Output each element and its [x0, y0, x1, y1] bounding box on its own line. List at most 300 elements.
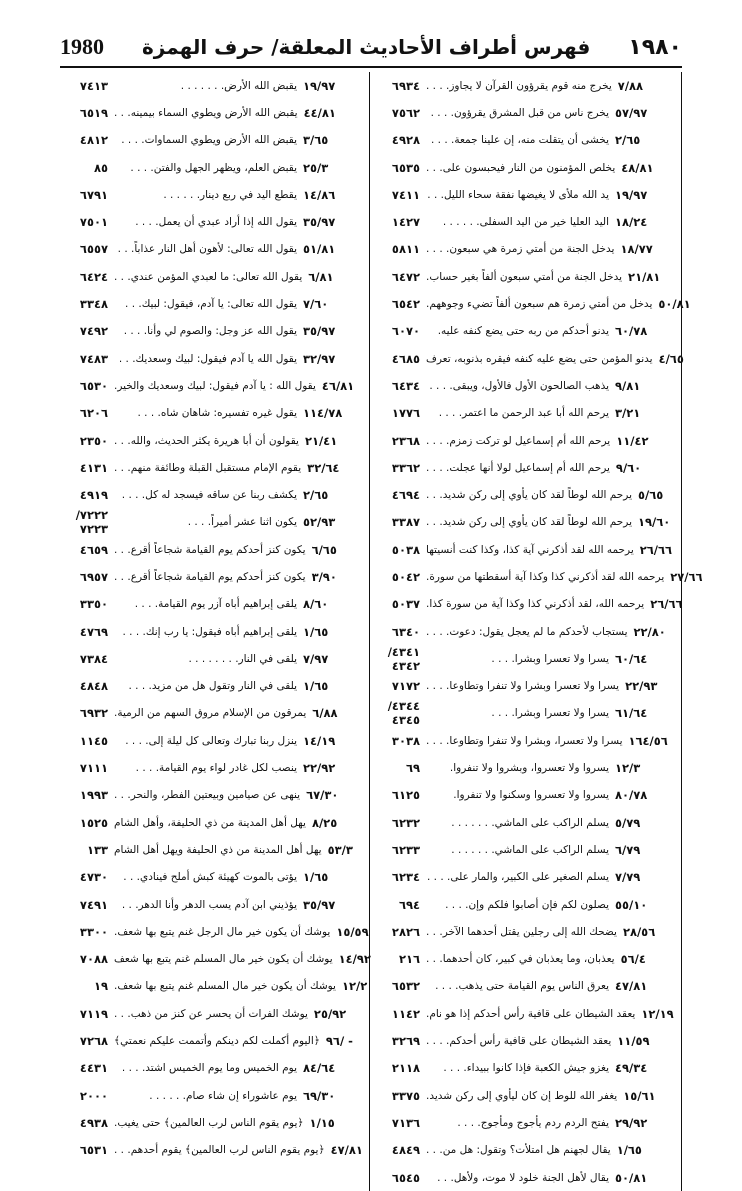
index-entry — [58, 72, 369, 99]
hadith-number: ٢١١٨ — [391, 1061, 420, 1076]
hadith-text: يرحم الله أم إسماعيل لولا أنها عجلت. . . . — [426, 461, 610, 474]
hadith-number: ٦٥٤٥ — [391, 1170, 420, 1185]
hadith-text: يعقد الشيطان على قافية رأس أحدكم. . . . — [426, 1035, 612, 1048]
hadith-reference: ٥١/٨١ — [303, 242, 336, 257]
hadith-number: ٤٩٣٨ — [79, 1115, 108, 1130]
hadith-reference: ٨/٢٥ — [311, 815, 338, 830]
hadith-number: ٢٨٢٦ — [391, 924, 420, 939]
hadith-reference: ٢٥/٣ — [303, 160, 329, 175]
hadith-number: ٧٤٨٣ — [79, 351, 108, 366]
hadith-text: يوشك أن يكون خير مال المسلم غنم يتبع بها شعف. — [114, 980, 336, 993]
hadith-text: يهل أهل المدينة من ذي الحليفة ويهل أهل الشام — [114, 843, 322, 856]
hadith-reference: ٧/٩٧ — [303, 651, 329, 666]
left-column — [58, 72, 370, 1191]
index-entry — [58, 509, 369, 536]
page-number-latin: 1980 — [60, 34, 104, 59]
hadith-number: ٦٢٣٣ — [391, 842, 420, 857]
hadith-text: يقبض الله الأرض. . . . . . . — [180, 79, 297, 92]
hadith-number: ٥٨١١ — [391, 242, 420, 257]
hadith-text: يقال لجهنم هل امتلأت؟ وتقول: هل من. . . — [426, 1144, 611, 1157]
hadith-text: يصلون لكم فإن أصابوا فلكم وإن. . . . — [445, 898, 609, 911]
hadith-reference: ٨/٦٠ — [303, 597, 329, 612]
hadith-reference: ٥٦/٤ — [620, 952, 646, 967]
hadith-text: يخرج منه قوم يقرؤون القرآن لا يجاوز. . . . — [426, 79, 612, 92]
hadith-number: ١٩ — [93, 979, 108, 994]
index-entry — [370, 700, 681, 727]
hadith-number: ٤٦٥٩ — [79, 542, 108, 557]
hadith-reference: ٣/٢١ — [615, 406, 641, 421]
hadith-text: يخلص المؤمنون من النار فيحبسون على. . . — [426, 161, 616, 174]
hadith-number: ٧٤١٣ — [79, 78, 108, 93]
hadith-number: ٣٣٨٧ — [391, 515, 420, 530]
hadith-text: يعقد الشيطان على قافية رأس أحدكم إذا هو نام. — [426, 1007, 636, 1020]
hadith-reference: ٦/٨١ — [308, 269, 334, 284]
hadith-number: ٢١٦ — [398, 952, 420, 967]
hadith-reference: ٥/٦٥ — [638, 488, 664, 503]
index-entry — [370, 918, 681, 945]
hadith-number: ٢٠٠٠ — [79, 1088, 108, 1103]
index-entry — [370, 481, 681, 508]
hadith-reference: ١٢/٢ — [341, 979, 368, 994]
hadith-text: يعذبان، وما يعذبان في كبير، كان أحدهما. . . — [426, 953, 615, 966]
hadith-text: يدنو المؤمن حتى يضع عليه كنفه فيقره بذنوبه، تعرف — [426, 352, 653, 365]
hadith-number: ٧١١١ — [79, 761, 108, 776]
hadith-number: ٦٠٧٠ — [391, 324, 420, 339]
hadith-number: ٤٩٢٨ — [391, 133, 420, 148]
hadith-text: يرحم الله لوطاً لقد كان يأوي إلى ركن شديد. . . — [426, 489, 633, 502]
hadith-number: ٣٣٧٥ — [391, 1088, 420, 1103]
hadith-number: ٦٣٤٠ — [391, 624, 420, 639]
hadith-text: يكشف ربنا عن ساقه فيسجد له كل. . . . — [121, 489, 297, 502]
index-entry — [370, 973, 681, 1000]
index-entry — [370, 946, 681, 973]
hadith-reference: ٥/٧٩ — [615, 815, 641, 830]
hadith-text: يسرا ولا تعسرا، وبشرا ولا تنفرا وتطاوعا. . . . — [426, 734, 623, 747]
hadith-number: ٤٣٤١/ ٤٣٤٢ — [387, 644, 420, 673]
index-entry — [370, 154, 681, 181]
hadith-text: يدخل من أمتي زمرة هم سبعون ألفاً تضيء وجوههم. — [426, 298, 653, 311]
hadith-reference: ٦٩/٣٠ — [303, 1088, 336, 1103]
hadith-number: ٧٤١١ — [391, 187, 420, 202]
hadith-reference: ٤٤/٨١ — [303, 105, 336, 120]
hadith-reference: ٦/٦٥ — [311, 542, 337, 557]
hadith-reference: ١/٦٥ — [303, 870, 329, 885]
index-entry — [370, 891, 681, 918]
hadith-text: يقول الله تعالى: ما لعبدي المؤمن عندي. . . — [114, 270, 303, 283]
index-entry — [370, 1137, 681, 1164]
hadith-text: يرحمه الله لقد أذكرني آية كذا، وكذا كنت أنسيتها — [426, 543, 634, 556]
hadith-text: يقبض الله الأرض ويطوي السماوات. . . . — [121, 134, 297, 147]
index-entry — [370, 318, 681, 345]
index-entry — [58, 591, 369, 618]
index-entry — [370, 236, 681, 263]
hadith-reference: ٤٨/٨١ — [621, 160, 654, 175]
hadith-reference: ٦/٧٩ — [615, 842, 641, 857]
header-rule — [60, 66, 682, 68]
index-entry — [370, 754, 681, 781]
hadith-text: يمرقون من الإسلام مروق السهم من الرمية. — [114, 707, 307, 720]
hadith-reference: ١١٤/٧٨ — [303, 406, 343, 421]
hadith-number: ٦٤٣٤ — [391, 378, 420, 393]
hadith-number: ٦٥٣٥ — [391, 160, 420, 175]
hadith-number: ٧٤٩٢ — [79, 324, 108, 339]
hadith-number: ٣٣٤٨ — [79, 297, 108, 312]
hadith-text: يرحم الله أبا عبد الرحمن ما اعتمر. . . . — [438, 407, 609, 420]
hadith-reference: ١٢/٣ — [615, 761, 641, 776]
hadith-reference: ٦١/٦٤ — [615, 706, 648, 721]
hadith-reference: ١٩/٩٧ — [615, 187, 648, 202]
hadith-number: ٦٢٠٦ — [79, 406, 108, 421]
hadith-number: ٦٥٥٧ — [79, 242, 108, 257]
hadith-reference: ١٨/٢٤ — [615, 215, 648, 230]
hadith-number: ١٥٢٥ — [79, 815, 108, 830]
index-entry — [370, 645, 681, 672]
index-entry — [370, 618, 681, 645]
hadith-number: ٧٥٠١ — [79, 215, 108, 230]
hadith-reference: ٢/٦٥ — [303, 488, 329, 503]
hadith-reference: ١٥/٥٩ — [336, 924, 369, 939]
index-entry — [58, 809, 369, 836]
hadith-reference: ٥٣/٣ — [327, 842, 353, 857]
index-entry — [370, 1109, 681, 1136]
hadith-reference: ٧/٦٠ — [303, 297, 329, 312]
hadith-number: ٦٥٣١ — [79, 1143, 108, 1158]
hadith-reference: ١٩/٩٧ — [303, 78, 336, 93]
hadith-text: يذهب الصالحون الأول فالأول، ويبقى. . . . — [429, 379, 609, 392]
hadith-number: ٨٥ — [93, 160, 108, 175]
hadith-reference: ٢١/٤١ — [304, 433, 338, 448]
hadith-reference: ١٩/٦٠ — [638, 515, 671, 530]
index-entry — [58, 154, 369, 181]
hadith-text: يقول الله إذا أراد عبدي أن يعمل. . . . — [135, 216, 297, 229]
hadith-text: يفتح الردم ردم يأجوج ومأجوج. . . . — [457, 1116, 609, 1129]
hadith-number: ٤٨١٢ — [79, 133, 108, 148]
hadith-number: ٦٩٤ — [398, 897, 420, 912]
page-title: فهرس أطراف الأحاديث المعلقة/ حرف الهمزة — [141, 35, 591, 59]
hadith-text: يقولون أن أبا هريرة يكثر الحديث، والله. . . — [114, 434, 299, 447]
hadith-reference: ٥٧/٩٧ — [615, 105, 648, 120]
index-entry — [370, 372, 681, 399]
hadith-reference: ٢/٦٥ — [615, 133, 641, 148]
hadith-text: ينهى عن صيامين وبيعتين الفطر، والنحر. . . — [114, 789, 301, 802]
index-entry — [370, 864, 681, 891]
hadith-number: ٣٠٣٨ — [391, 733, 420, 748]
index-entry — [370, 427, 681, 454]
index-entry — [58, 345, 369, 372]
hadith-number: ٦٧٩١ — [79, 187, 108, 202]
hadith-text: يلقى إبراهيم أباه آزر يوم القيامة. . . . — [134, 598, 297, 611]
hadith-text: ينزل ربنا تبارك وتعالى كل ليلة إلى. . . . — [125, 734, 297, 747]
hadith-reference: ٢٥/٩٢ — [313, 1006, 347, 1021]
hadith-text: يسرا ولا تعسرا وبشرا ولا تنفرا وتطاوعا. . . . — [426, 680, 620, 693]
hadith-text: يرحمه الله لقد أذكرني كذا وكذا آية أسقطتها من سورة. — [426, 570, 665, 583]
hadith-reference: ٩/٨١ — [615, 378, 641, 393]
index-entry — [58, 563, 369, 590]
hadith-number: ١٤٢٧ — [391, 215, 420, 230]
hadith-text: يغزو جيش الكعبة فإذا كانوا ببيداء. . . . — [443, 1062, 609, 1075]
hadith-text: يسرا ولا تعسرا وبشرا. . . . — [491, 707, 609, 720]
hadith-reference: ٦/٨٨ — [312, 706, 338, 721]
hadith-reference: ١/٦٥ — [303, 679, 329, 694]
index-entry — [370, 591, 681, 618]
index-entry — [58, 973, 369, 1000]
index-entry — [58, 618, 369, 645]
index-entry — [58, 372, 369, 399]
index-entry — [58, 645, 369, 672]
hadith-number: ٢٣٦٨ — [391, 433, 420, 448]
index-entry — [58, 236, 369, 263]
hadith-reference: ٣/٩٠ — [311, 569, 337, 584]
hadith-text: ﴿يوم يقوم الناس لرب العالمين﴾ يقوم أحدهم. . . — [114, 1144, 325, 1157]
hadith-text: يقول الله تعالى: لأهون أهل النار عذاباً. . . — [117, 243, 297, 256]
hadith-text: يغفر الله للوط إن كان ليأوي إلى ركن شديد. — [426, 1089, 618, 1102]
hadith-number: ٧١١٩ — [79, 1006, 108, 1021]
index-entry — [58, 864, 369, 891]
hadith-text: يقوم الإمام مستقبل القبلة وطائفة منهم. . . — [114, 461, 302, 474]
index-entry — [58, 127, 369, 154]
hadith-text: يؤذيني ابن آدم يسب الدهر وأنا الدهر. . . — [121, 898, 297, 911]
index-entry — [58, 481, 369, 508]
hadith-number: ٦١٢٥ — [391, 788, 420, 803]
hadith-text: يسروا ولا تعسروا، وبشروا ولا تنفروا. — [449, 762, 609, 775]
hadith-number: ٧٢٢٢/ ٧٢٢٣ — [75, 508, 108, 537]
hadith-number: ٧٠٨٨ — [79, 952, 108, 967]
hadith-reference: ٥٠/٨١ — [615, 1170, 648, 1185]
hadith-number: ٦٥١٩ — [79, 105, 108, 120]
index-entry — [370, 1000, 681, 1027]
hadith-reference: ٤٩/٣٤ — [615, 1061, 648, 1076]
hadith-text: يعرق الناس يوم القيامة حتى يذهب. . . . — [435, 980, 609, 993]
hadith-reference: ٢٢/٩٣ — [625, 679, 658, 694]
hadith-reference: ٢٢/٨٠ — [633, 624, 666, 639]
hadith-number: ١٣٣ — [86, 842, 108, 857]
hadith-number: ٦٥٣٢ — [391, 979, 420, 994]
hadith-reference: ٣/٦٥ — [303, 133, 329, 148]
hadith-number: ٤٧٣٠ — [79, 870, 108, 885]
hadith-number: ٤٩١٩ — [79, 488, 108, 503]
hadith-number: ٤٨٤٩ — [391, 1143, 420, 1158]
hadith-number: ٤٨٤٨ — [79, 679, 108, 694]
right-column — [370, 72, 703, 1191]
hadith-reference: ١٤/٨٦ — [303, 187, 336, 202]
index-entry — [58, 918, 369, 945]
index-entry — [370, 509, 681, 536]
hadith-reference: ٨٠/٧٨ — [615, 788, 648, 803]
hadith-number: ٦٥٣٠ — [79, 378, 108, 393]
index-entry — [58, 673, 369, 700]
index-entry — [58, 318, 369, 345]
hadith-text: يوشك أن يكون خير مال المسلم غنم يتبع بها شعف — [114, 953, 333, 966]
hadith-text: يؤتى بالموت كهيئة كبش أملح فينادي. . . — [123, 871, 297, 884]
hadith-number: ٦٩ — [405, 761, 420, 776]
hadith-text: يكون كنز أحدكم يوم القيامة شجاعاً أقرع. . . — [114, 570, 306, 583]
hadith-text: يلقى في النار وتقول هل من مزيد. . . . — [128, 680, 297, 693]
index-entry — [370, 72, 681, 99]
hadith-text: يسرا ولا تعسرا وبشرا. . . . — [491, 652, 609, 665]
index-entry — [370, 127, 681, 154]
hadith-reference: ٣٥/٩٧ — [303, 215, 336, 230]
index-entry — [58, 427, 369, 454]
hadith-number: ٤٧٦٩ — [79, 624, 108, 639]
hadith-text: يسلم الصغير على الكبير، والمار على. . . . — [426, 871, 609, 884]
hadith-text: يرحمه الله، لقد أذكرني كذا وكذا آية من سورة كذا. — [426, 598, 645, 611]
hadith-text: يقبض الله الأرض ويطوي السماء بيمينه. . . — [114, 106, 298, 119]
index-entry — [58, 727, 369, 754]
index-entry — [58, 891, 369, 918]
hadith-text: يدخل الجنة من أمتي سبعون ألفاً بغير حساب. — [426, 270, 623, 283]
hadith-reference: ٥٢/٩٣ — [303, 515, 336, 530]
hadith-reference: ٥٠/٨١ — [658, 297, 691, 312]
hadith-text: يستجاب لأحدكم ما لم يعجل يقول: دعوت. . . . — [426, 625, 628, 638]
index-entry — [58, 536, 369, 563]
hadith-text: يكون اثنا عشر أميراً. . . . — [187, 516, 297, 529]
index-entry — [370, 345, 684, 372]
hadith-text: يكون كنز أحدكم يوم القيامة شجاعاً أقرع. . . — [114, 543, 306, 556]
hadith-text: يوم عاشوراء إن شاء صام. . . . . . — [149, 1089, 297, 1102]
hadith-text: يقول الله يا آدم فيقول: لبيك وسعديك. . . — [118, 352, 297, 365]
hadith-text: يسلم الراكب على الماشي. . . . . . . — [451, 843, 609, 856]
hadith-reference: ١٢/١٩ — [641, 1006, 674, 1021]
hadith-number: ٢٣٥٠ — [79, 433, 108, 448]
hadith-reference: ٤٧/٨١ — [330, 1143, 363, 1158]
index-entry — [370, 454, 681, 481]
hadith-number: ٧٤٩١ — [79, 897, 108, 912]
index-entry — [58, 1082, 369, 1109]
hadith-number: ٤٤٣١ — [79, 1061, 108, 1076]
index-entry — [370, 1164, 681, 1191]
hadith-number: ٥٠٣٨ — [391, 542, 420, 557]
index-entry — [58, 782, 369, 809]
hadith-reference: ٢١/٨١ — [628, 269, 661, 284]
hadith-text: يدنو أحدكم من ربه حتى يضع كنفه عليه. — [437, 325, 609, 338]
hadith-text: يوم الخميس وما يوم الخميس اشتد. . . . — [121, 1062, 297, 1075]
index-entry — [58, 454, 369, 481]
hadith-text: يقول الله عز وجل: والصوم لي وأنا. . . . — [123, 325, 297, 338]
index-entry — [58, 208, 369, 235]
hadith-number: ٦٢٣٢ — [391, 815, 420, 830]
hadith-text: يرحم الله أم إسماعيل لو تركت زمزم. . . . — [426, 434, 611, 447]
hadith-reference: ٣٥/٩٧ — [303, 897, 336, 912]
index-entry — [370, 1055, 681, 1082]
hadith-text: يوشك الفرات أن يحسر عن كنز من ذهب. . . — [114, 1007, 308, 1020]
hadith-reference: ٢٦/٦٦ — [650, 597, 683, 612]
hadith-reference: ١١/٤٢ — [616, 433, 649, 448]
hadith-reference: ٢٩/٩٢ — [615, 1115, 648, 1130]
hadith-reference: ٢٢/٩٢ — [303, 761, 336, 776]
hadith-reference: ١/١٥ — [309, 1115, 335, 1130]
index-entry — [58, 1000, 369, 1027]
hadith-reference: ٤/٦٥ — [658, 351, 684, 366]
hadith-number: ٣٢٦٩ — [391, 1034, 420, 1049]
hadith-text: يوشك أن يكون خير مال الرجل غنم يتبع بها شعف. — [114, 925, 331, 938]
hadith-number: ٤٦٩٤ — [391, 488, 420, 503]
hadith-reference: ١٤/٩٢ — [338, 952, 371, 967]
hadith-number: ٧١٧٢ — [391, 679, 420, 694]
index-entry — [370, 1027, 681, 1054]
hadith-text: ﴿يوم يقوم الناس لرب العالمين﴾ حتى يغيب. — [114, 1116, 304, 1129]
hadith-text: يخرج ناس من قبل المشرق يقرؤون. . . . — [430, 106, 609, 119]
index-entry — [370, 782, 681, 809]
hadith-number: ١٩٩٣ — [79, 788, 108, 803]
index-entry — [370, 290, 691, 317]
index-entry — [58, 99, 369, 126]
index-entry — [370, 1082, 681, 1109]
hadith-number: ٧٢٦٨ — [79, 1034, 108, 1049]
hadith-number: ٥٠٣٧ — [391, 597, 420, 612]
index-entry — [370, 181, 681, 208]
hadith-reference: ٧/٨٨ — [617, 78, 644, 93]
index-entry — [370, 400, 681, 427]
hadith-number: ٣٣٠٠ — [79, 924, 108, 939]
hadith-number: ٤١٣١ — [79, 460, 108, 475]
hadith-reference: ١٤/١٩ — [303, 733, 336, 748]
hadith-text: يقول غيره تفسيره: شاهان شاه. . . . — [137, 407, 297, 420]
index-columns — [60, 72, 703, 1191]
index-entry — [58, 946, 369, 973]
hadith-text: يسلم الراكب على الماشي. . . . . . . — [451, 816, 609, 829]
page-header — [60, 30, 682, 64]
hadith-text: يهل أهل المدينة من ذي الحليفة، وأهل الشام — [114, 816, 306, 829]
index-entry — [58, 1109, 369, 1136]
hadith-number: ٦٤٢٤ — [79, 269, 108, 284]
index-entry — [58, 181, 369, 208]
hadith-text: يلقى إبراهيم أباه فيقول: يا رب إنك. . . . — [122, 625, 297, 638]
hadith-text: يدخل الجنة من أمتي زمرة هي سبعون. . . . — [426, 243, 615, 256]
hadith-number: ١١٤٢ — [391, 1006, 420, 1021]
hadith-reference: ١١/٥٩ — [617, 1034, 650, 1049]
index-entry — [370, 727, 681, 754]
hadith-text: يقول الله : يا آدم فيقول: لبيك وسعديك والخير. — [114, 379, 316, 392]
index-entry — [370, 836, 681, 863]
hadith-text: ﴿اليوم أكملت لكم دينكم وأتممت عليكم نعمتي﴾ — [114, 1035, 320, 1048]
hadith-text: يضحك الله إلى رجلين يقتل أحدهما الآخر. . . — [426, 925, 617, 938]
hadith-reference: ٦٠/٧٨ — [615, 324, 648, 339]
hadith-reference: ٦٠/٦٤ — [615, 651, 648, 666]
hadith-text: يقطع اليد في ربع دينار. . . . . . — [163, 188, 297, 201]
hadith-number: ٦٥٤٢ — [391, 297, 420, 312]
hadith-reference: ٥٥/١٠ — [615, 897, 648, 912]
index-entry — [370, 563, 703, 590]
index-entry — [370, 536, 681, 563]
hadith-text: ينصب لكل غادر لواء يوم القيامة. . . . — [135, 762, 297, 775]
hadith-reference: ١٥/٦١ — [623, 1088, 656, 1103]
hadith-number: ٣٣٦٢ — [391, 460, 420, 475]
hadith-text: يقال لأهل الجنة خلود لا موت، ولأهل. . . — [437, 1171, 609, 1184]
hadith-reference: ١٨/٧٧ — [620, 242, 653, 257]
hadith-number: ٧٣٨٤ — [79, 651, 108, 666]
hadith-number: ٦٩٣٢ — [79, 706, 108, 721]
hadith-reference: - /٩٦ — [325, 1034, 353, 1049]
hadith-reference: ٣٥/٩٧ — [303, 324, 336, 339]
hadith-reference: ٤٦/٨١ — [321, 378, 355, 393]
hadith-number: ٦٢٣٤ — [391, 870, 420, 885]
hadith-text: اليد العليا خير من اليد السفلى. . . . . . — [442, 216, 609, 229]
index-entry — [58, 700, 369, 727]
index-entry — [58, 1055, 369, 1082]
hadith-reference: ٩/٦٠ — [615, 460, 642, 475]
hadith-text: يخشى أن يتقلت منه، إن علينا جمعة. . . . — [431, 134, 609, 147]
hadith-number: ١١٤٥ — [79, 733, 108, 748]
index-entry — [370, 263, 681, 290]
index-entry — [58, 263, 369, 290]
index-entry — [370, 809, 681, 836]
hadith-reference: ٧/٧٩ — [615, 870, 641, 885]
hadith-reference: ٣٢/٩٧ — [303, 351, 336, 366]
hadith-reference: ٢٦/٦٦ — [639, 542, 673, 557]
hadith-text: يد الله ملأى لا يغيضها نفقة سحاء الليل. . . — [427, 188, 609, 201]
hadith-text: يقبض العلم، ويظهر الجهل والفتن. . . . — [130, 161, 297, 174]
hadith-number: ٣٣٥٠ — [79, 597, 108, 612]
